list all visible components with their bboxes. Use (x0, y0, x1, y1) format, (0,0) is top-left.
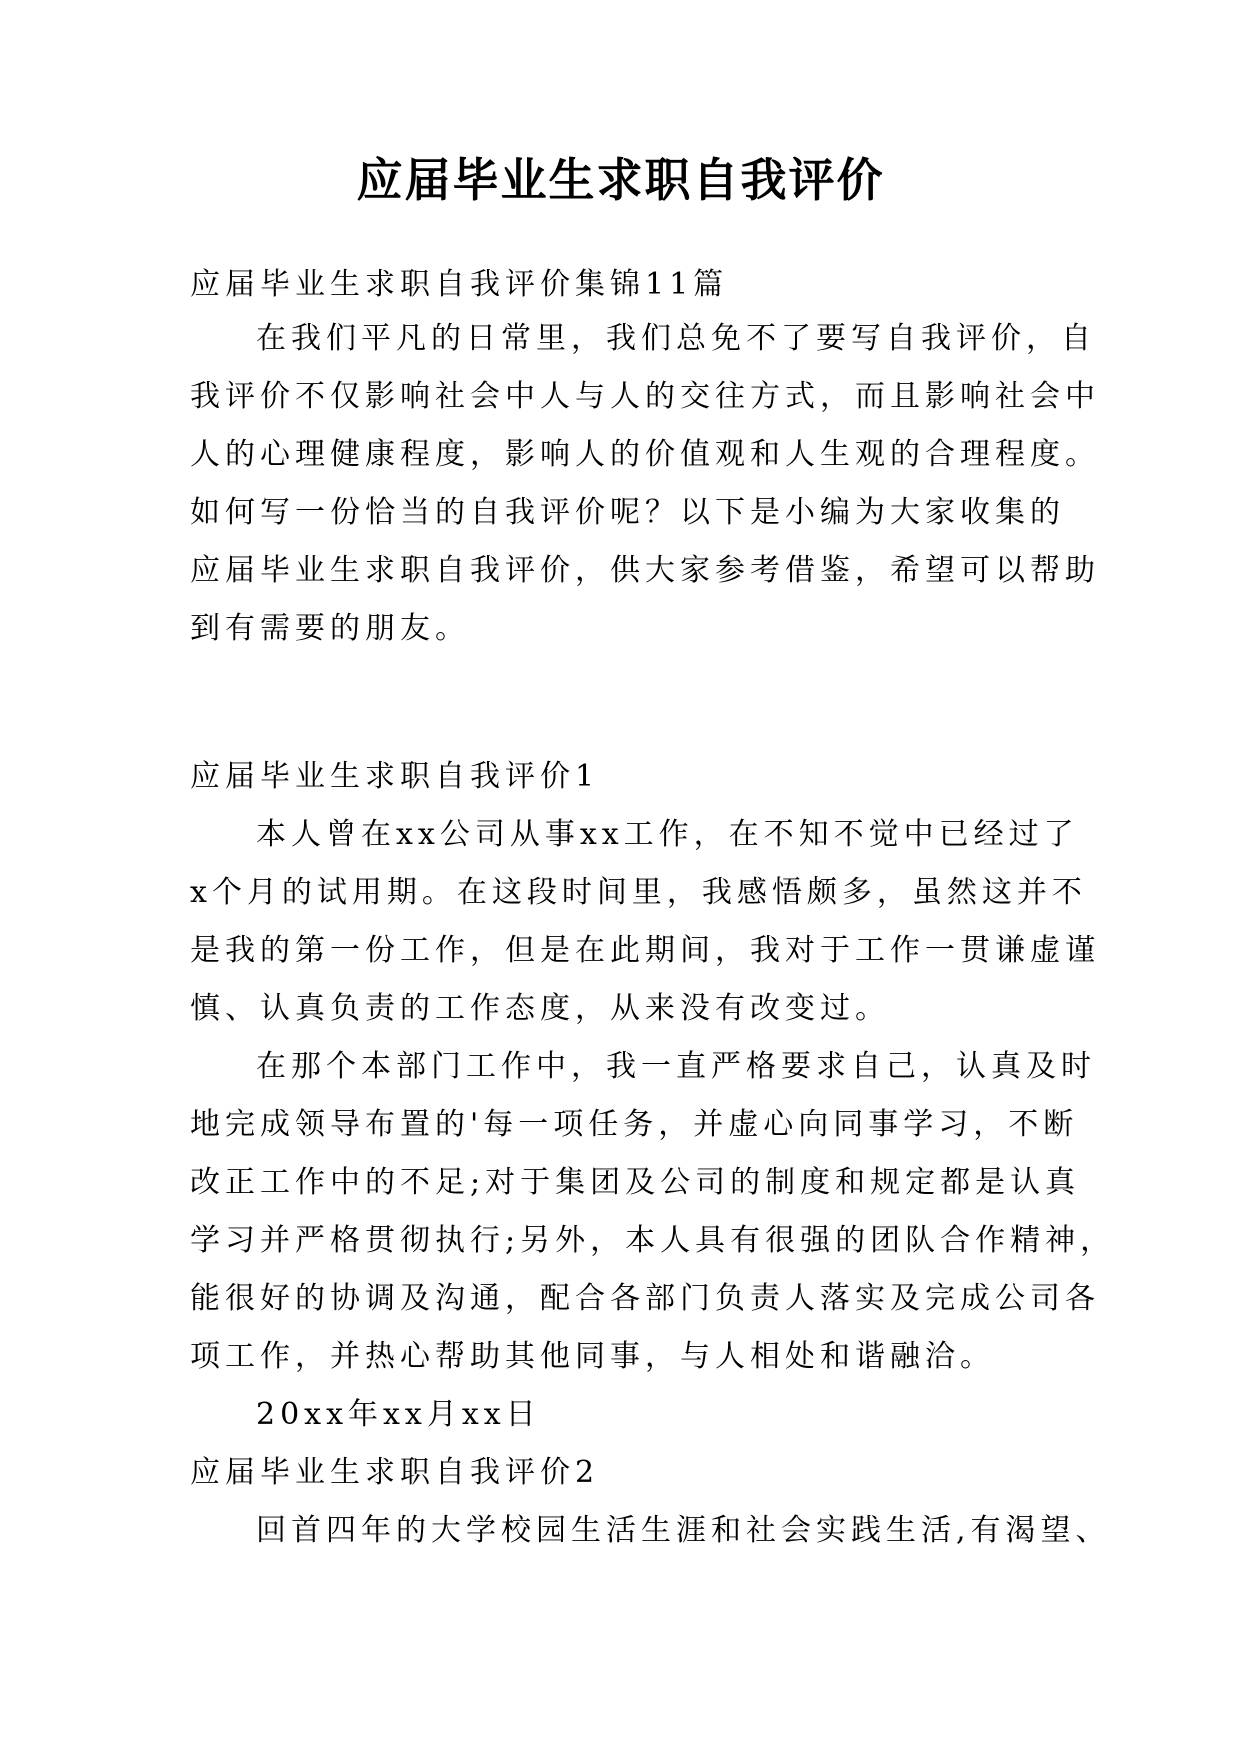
section1-p1-line-2: x个月的试用期。在这段时间里，我感悟颇多，虽然这并不 (190, 875, 1087, 910)
section1-p2-line-4: 学习并严格贯彻执行;另外，本人具有很强的团队合作精神， (190, 1223, 1116, 1258)
section1-p1-line-4: 慎、认真负责的工作态度，从来没有改变过。 (190, 991, 890, 1026)
section2-p1-line-1: 回首四年的大学校园生活生涯和社会实践生活,有渴望、 (256, 1513, 1111, 1548)
section1-p1-line-3: 是我的第一份工作，但是在此期间，我对于工作一贯谦虚谨 (190, 933, 1100, 968)
section1-p2-line-5: 能很好的协调及沟通，配合各部门负责人落实及完成公司各 (190, 1281, 1100, 1316)
section-2-heading (190, 1444, 1070, 1502)
section-2-paragraph-1 (190, 1502, 1111, 1560)
document-subtitle (190, 256, 1070, 314)
section-1-paragraph-1 (190, 806, 1100, 1038)
section1-p2-line-1: 在那个本部门工作中，我一直严格要求自己，认真及时 (256, 1049, 1096, 1084)
intro-line-6: 到有需要的朋友。 (190, 611, 470, 646)
section1-p2-line-6: 项工作，并热心帮助其他同事，与人相处和谐融洽。 (190, 1339, 995, 1374)
section-1-date (190, 1386, 1070, 1444)
intro-line-1: 在我们平凡的日常里，我们总免不了要写自我评价，自 (256, 321, 1096, 356)
section1-p1-line-1: 本人曾在xx公司从事xx工作，在不知不觉中已经过了 (256, 817, 1079, 852)
section1-p2-line-2: 地完成领导布置的'每一项任务，并虚心向同事学习，不断 (190, 1107, 1079, 1142)
intro-line-4: 如何写一份恰当的自我评价呢？以下是小编为大家收集的 (190, 495, 1065, 530)
intro-line-2: 我评价不仅影响社会中人与人的交往方式，而且影响社会中 (190, 379, 1100, 414)
intro-paragraph (190, 310, 1100, 658)
intro-line-3: 人的心理健康程度，影响人的价值观和人生观的合理程度。 (190, 437, 1100, 472)
section-1-heading (190, 748, 1070, 806)
section1-p2-line-3: 改正工作中的不足;对于集团及公司的制度和规定都是认真 (190, 1165, 1081, 1200)
subtitle-line: 应届毕业生求职自我评价集锦11篇 (190, 267, 729, 302)
intro-line-5: 应届毕业生求职自我评价，供大家参考借鉴，希望可以帮助 (190, 553, 1100, 588)
section-1-paragraph-2 (190, 1038, 1116, 1386)
date-line: 20xx年xx月xx日 (256, 1397, 541, 1432)
section-heading: 应届毕业生求职自我评价1 (190, 759, 600, 794)
document-title: 应届毕业生求职自我评价 (356, 153, 885, 207)
section-heading: 应届毕业生求职自我评价2 (190, 1455, 600, 1490)
